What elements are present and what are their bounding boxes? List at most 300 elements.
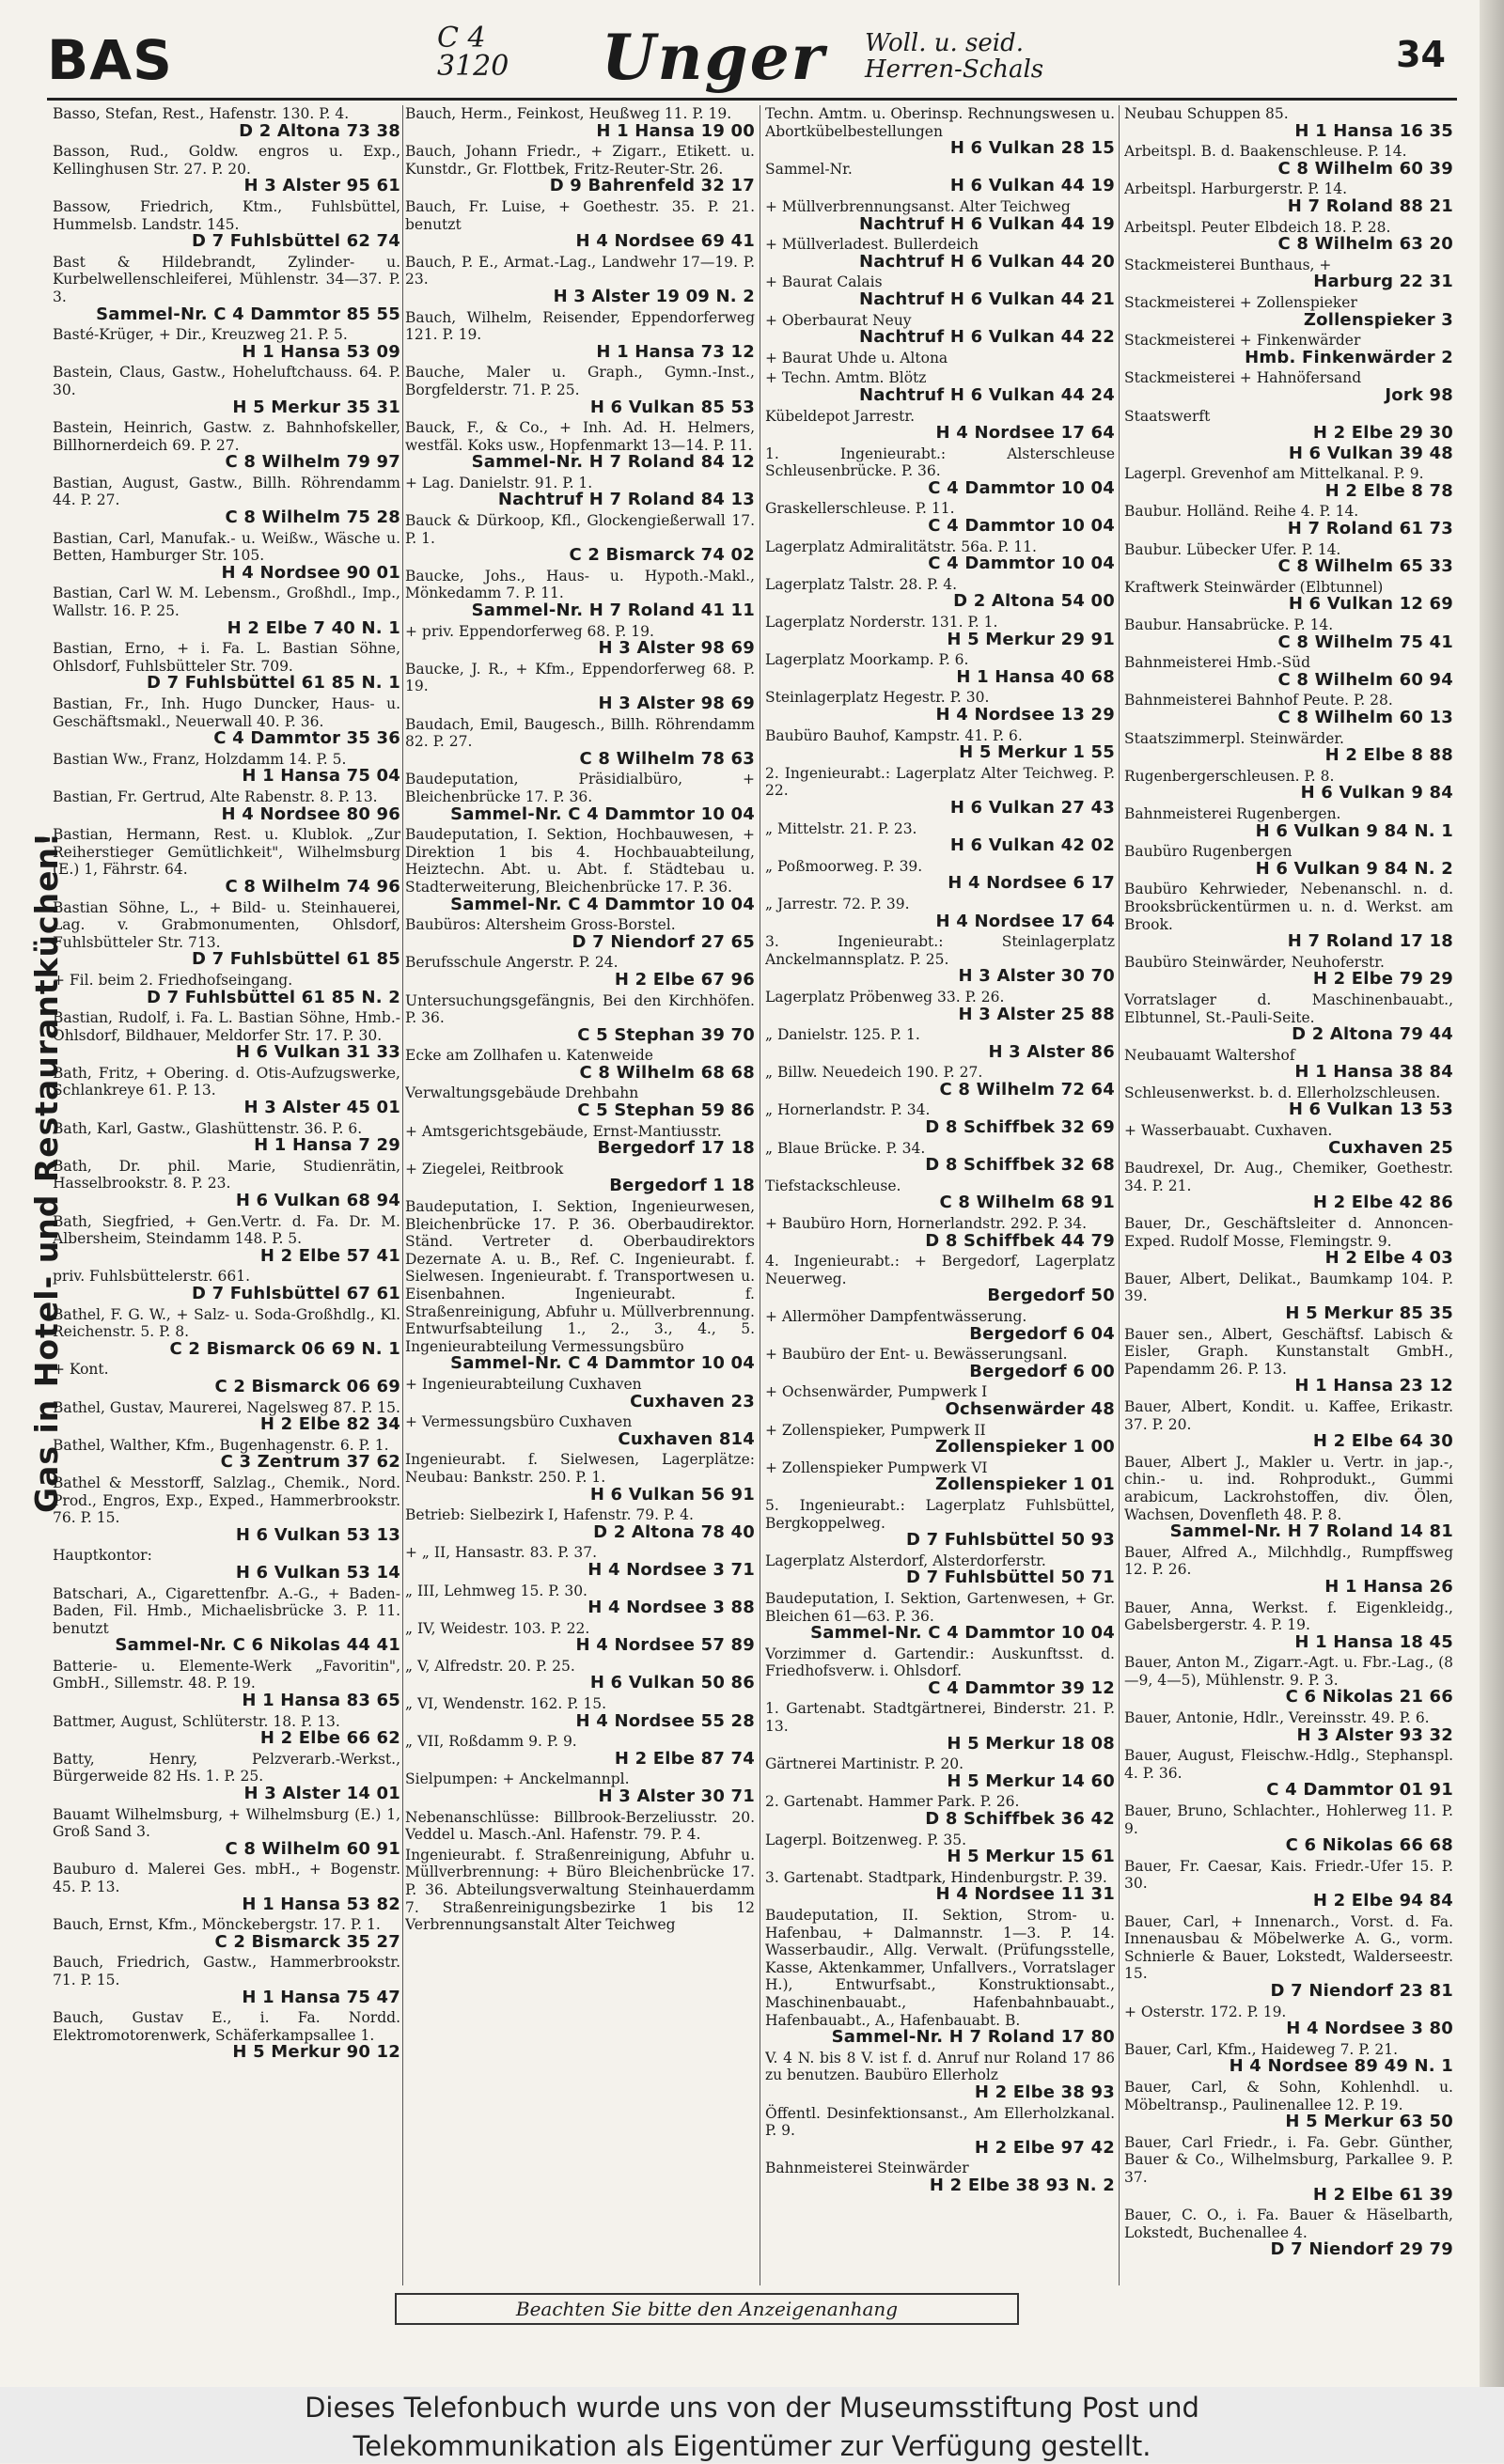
entry-phone-number: H 4 Nordsee 6 17: [948, 873, 1115, 894]
entry-text: Bauch, Herm., Feinkost, Heußweg 11. P. 19.: [405, 105, 732, 122]
entry-text: Bassow, Friedrich, Ktm., Fuhlsbüttel, Hummelsb. Landstr. 145.: [53, 197, 400, 233]
entry-phone-number: C 8 Wilhelm 68 91: [939, 1193, 1115, 1213]
entry-phone-number: D 2 Altona 78 40: [593, 1521, 755, 1542]
entry-text: Gärtnerei Martinistr. P. 20.: [765, 1755, 964, 1773]
directory-entry: [1124, 1913, 1453, 2001]
directory-entry: [405, 419, 755, 472]
entry-phone-number: H 5 Merkur 35 31: [232, 397, 400, 417]
entry-phone-number: C 4 Dammtor 35 36: [213, 728, 400, 749]
entry-text: Stackmeisterei Bunthaus, +: [1124, 256, 1332, 273]
entry-text: + Fil. beim 2. Friedhofseingang.: [53, 971, 293, 989]
entry-phone-number: D 2 Altona 54 00: [953, 591, 1115, 612]
entry-text: Baudeputation, I. Sektion, Gartenwesen, + Gr. Bleichen 61—63. P. 36.: [765, 1589, 1115, 1625]
directory-entry: [53, 1120, 400, 1155]
entry-phone-number: H 1 Hansa 53 09: [242, 341, 400, 362]
entry-text: Sammel-Nr.: [765, 160, 853, 178]
entry-text: Nebenanschlüsse: Billbrook-Berzeliusstr. 20. Veddel u. Masch.-Anl. Hafenstr. 79. P. 4.: [405, 1808, 755, 1844]
entry-text: Sielpumpen: + Anckelmannpl.: [405, 1770, 630, 1788]
entry-text: + Ingenieurabteilung Cuxhaven: [405, 1375, 642, 1393]
entry-text: Bauer, Fr. Caesar, Kais. Friedr.-Ufer 15. P. 30.: [1124, 1857, 1453, 1893]
directory-entry: [53, 1158, 400, 1210]
directory-entry: [765, 1064, 1115, 1099]
entry-text: Bast & Hildebrandt, Zylinder- u. Kurbelwellenschleiferei, Mühlenstr. 34—37. P. 3.: [53, 253, 400, 305]
directory-entry: [1124, 369, 1453, 404]
directory-entry: [53, 585, 400, 637]
directory-entry: [53, 788, 400, 823]
advert-subtitle-line2: Herren-Schals: [865, 55, 1044, 84]
directory-entry: [765, 1459, 1115, 1494]
entry-phone-number: H 2 Elbe 8 88: [1324, 745, 1453, 766]
entry-phone-number: C 2 Bismarck 06 69: [214, 1376, 400, 1396]
directory-entry: [1124, 219, 1453, 254]
advert-brand: Unger: [602, 21, 826, 94]
entry-phone-number: H 4 Nordsee 3 88: [588, 1598, 755, 1618]
entry-text: priv. Fuhlsbüttelerstr. 661.: [53, 1268, 251, 1286]
directory-entry: [53, 1547, 400, 1582]
directory-entry: [53, 640, 400, 693]
directory-entry: [765, 1832, 1115, 1866]
credit-note: [0, 2387, 1504, 2463]
directory-entry: [765, 2160, 1115, 2194]
directory-entry: [1124, 2004, 1453, 2038]
directory-entry: [405, 1047, 755, 1082]
directory-entry: [405, 475, 755, 509]
entry-text: + Baurat Uhde u. Altona: [765, 349, 948, 366]
entry-text: Neubau Schuppen 85.: [1124, 105, 1289, 122]
directory-entry: [1124, 1654, 1453, 1707]
entry-text: Lagerplatz Talstr. 28. P. 4.: [765, 575, 958, 593]
directory-entry: [405, 1413, 755, 1448]
entry-text: Stackmeisterei + Finkenwärder: [1124, 332, 1361, 350]
directory-entry: [405, 1847, 755, 1934]
entry-text: Bathel & Messtorff, Salzlag., Chemik., Nord. Prod., Engros, Exp., Exped., Hammerbrookstr. 76. P. 15.: [53, 1474, 400, 1527]
entry-text: Untersuchungsgefängnis, Bei den Kirchhöfen. P. 36.: [405, 991, 755, 1027]
entry-phone-number: H 2 Elbe 57 41: [259, 1245, 400, 1266]
entry-phone-number: H 2 Elbe 29 30: [1312, 423, 1453, 444]
directory-entry: [1124, 1084, 1453, 1119]
entry-phone-number: H 2 Elbe 87 74: [614, 1748, 755, 1769]
entry-phone-number: D 2 Altona 79 44: [1292, 1024, 1453, 1045]
directory-entry: [1124, 1326, 1453, 1396]
directory-entry: [765, 1026, 1115, 1061]
entry-text: Baubüro Bauhof, Kampstr. 41. P. 6.: [765, 726, 1023, 744]
entry-text: Verwaltungsgebäude Drehbahn: [405, 1084, 639, 1102]
listing-column-3: [765, 105, 1115, 2285]
entry-text: Staatswerft: [1124, 407, 1211, 425]
directory-entry: [53, 530, 400, 583]
entry-phone-number: Sammel-Nr. C 4 Dammtor 10 04: [810, 1623, 1115, 1644]
directory-entry: [1124, 881, 1453, 950]
entry-phone-number: C 8 Wilhelm 60 91: [225, 1838, 400, 1859]
directory-entry: [1124, 1122, 1453, 1157]
entry-phone-number: D 8 Schiffbek 36 42: [925, 1809, 1115, 1830]
entry-phone-number: H 3 Alster 95 61: [243, 176, 400, 196]
entry-text: Lagerplatz Norderstr. 131. P. 1.: [765, 614, 998, 632]
entry-phone-number: H 5 Merkur 90 12: [232, 2042, 400, 2063]
entry-text: + priv. Eppendorferweg 68. P. 19.: [405, 622, 654, 640]
entry-text: Bastein, Claus, Gastw., Hoheluftchauss. 64. P. 30.: [53, 364, 400, 398]
directory-entry: [765, 1101, 1115, 1136]
entry-phone-number: H 5 Merkur 14 60: [947, 1770, 1115, 1791]
entry-phone-number: C 8 Wilhelm 79 97: [225, 452, 400, 473]
entry-text: Battmer, August, Schlüterstr. 18. P. 13.: [53, 1712, 340, 1730]
entry-phone-number: Zollenspieker 1 01: [934, 1474, 1115, 1495]
entry-text: Bauer, Antonie, Hdlr., Vereinsstr. 49. P. 6.: [1124, 1709, 1430, 1727]
entry-text: Bath, Siegfried, + Gen.Vertr. d. Fa. Dr. M. Albersheim, Steindamm 148. P. 5.: [53, 1212, 400, 1248]
entry-text: Bahnmeisterei Bahnhof Peute. P. 28.: [1124, 692, 1393, 710]
directory-entry: [765, 727, 1115, 762]
directory-entry: [1124, 1271, 1453, 1323]
directory-entry: [765, 1497, 1115, 1550]
directory-entry: [1124, 1454, 1453, 1541]
directory-entry: [765, 1346, 1115, 1380]
entry-phone-number: D 7 Fuhlsbüttel 67 61: [191, 1284, 400, 1303]
entry-text: Bauch, P. E., Armat.-Lag., Landwehr 17—19. P. 23.: [405, 253, 755, 289]
entry-phone-number: H 1 Hansa 75 47: [242, 1987, 400, 2007]
directory-entry: [53, 198, 400, 251]
entry-text: Bastein, Heinrich, Gastw. z. Bahnhofskeller, Billhornerdeich 69. P. 27.: [53, 419, 400, 454]
directory-entry: [1124, 991, 1453, 1044]
entry-phone-number: Cuxhaven 814: [618, 1428, 755, 1449]
entry-phone-number: H 2 Elbe 64 30: [1312, 1431, 1453, 1452]
directory-entry: [765, 350, 1115, 367]
header-rule: [47, 98, 1457, 101]
directory-entry: [53, 972, 400, 1006]
entry-text: + Ziegelei, Reitbrook: [405, 1160, 564, 1177]
entry-phone-number: D 7 Niendorf 29 79: [1270, 2239, 1453, 2260]
entry-text: Bahnmeisterei Hmb.-Süd: [1124, 654, 1311, 672]
entry-text: Baudach, Emil, Baugesch., Billh. Röhrendamm 82. P. 27.: [405, 715, 755, 751]
directory-entry: [405, 771, 755, 823]
entry-text: + Lag. Danielstr. 91. P. 1.: [405, 474, 593, 491]
directory-entry: [765, 2105, 1115, 2158]
entry-text: Bastian Ww., Franz, Holzdamm 14. P. 5.: [53, 750, 347, 768]
directory-entry: [765, 236, 1115, 271]
directory-entry: [53, 1474, 400, 1544]
entry-text: Bauer, Carl Friedr., i. Fa. Gebr. Günther, Bauer & Co., Wilhelmsburg, Parkallee 9. P. 37.: [1124, 2133, 1453, 2186]
entry-phone-number: Nachtruf H 6 Vulkan 44 24: [858, 384, 1115, 405]
directory-entry: [765, 1590, 1115, 1643]
entry-text: Bauck, F., & Co., + Inh. Ad. H. Helmers, westfäl. Koks usw., Hopfenmarkt 13—14. P. 11.: [405, 419, 755, 454]
entry-phone-number: H 6 Vulkan 53 14: [235, 1562, 400, 1583]
entry-text: 5. Ingenieurabt.: Lagerplatz Fuhlsbüttel, Bergkoppelweg.: [765, 1496, 1115, 1532]
entry-text: Bastian, Carl, Manufak.- u. Weißw., Wäsche u. Betten, Hamburger Str. 105.: [53, 529, 400, 565]
directory-entry: [53, 826, 400, 896]
directory-entry: [405, 309, 755, 362]
directory-entry: [1124, 616, 1453, 651]
entry-text: „ Jarrestr. 72. P. 39.: [765, 895, 910, 912]
handwritten-text: C 4 3120: [437, 22, 509, 83]
directory-entry: [405, 1809, 755, 1844]
entry-text: Baudeputation, I. Sektion, Ingenieurwesen, Bleichenbrücke 17. P. 36. Oberbaudirektor. Ständ. Vertreter d. Oberbaudirektors Dezernate A. u. B., Ref. C. Ingenieurabt. f. Sielwesen. Ingenieurabt. f. Transportwesen u. Eisenbahnen. Ingenieurabt. f. Straßenreinigung, Abfuhr u. Müllverbrennung. Entwurfsabteilung 1., 2., 3., 4., 5. Ingenieurabteilung Vermessungsbüro: [405, 1198, 755, 1355]
entry-phone-number: H 3 Alster 14 01: [243, 1784, 400, 1804]
entry-phone-number: H 2 Elbe 42 86: [1312, 1193, 1453, 1213]
entry-phone-number: C 8 Wilhelm 60 39: [1277, 158, 1453, 179]
entry-text: 3. Ingenieurabt.: Steinlagerplatz Anckelmannsplatz. P. 25.: [765, 933, 1115, 968]
directory-entry: [765, 1645, 1115, 1698]
directory-entry: [1124, 1215, 1453, 1268]
entry-text: Bahnmeisterei Rugenbergen.: [1124, 804, 1341, 822]
directory-entry: [1124, 1047, 1453, 1082]
directory-entry: [405, 1084, 755, 1119]
side-advert: [0, 761, 65, 1513]
entry-text: Baubüro Kehrwieder, Nebenanschl. n. d. Brooksbrückentürmen u. n. d. Werkst. am Brook.: [1124, 881, 1453, 933]
entry-phone-number: C 2 Bismarck 74 02: [569, 545, 755, 566]
entry-text: + Osterstr. 172. P. 19.: [1124, 2003, 1287, 2020]
entry-text: 2. Gartenabt. Hammer Park. P. 26.: [765, 1793, 1020, 1811]
directory-entry: [765, 312, 1115, 347]
directory-entry: [53, 1751, 400, 1803]
entry-phone-number: Sammel-Nr. C 4 Dammtor 10 04: [450, 1353, 755, 1374]
entry-phone-number: C 8 Wilhelm 65 33: [1277, 556, 1453, 577]
entry-text: Bauer, C. O., i. Fa. Bauer & Häselbarth, Lokstedt, Buchenallee 4.: [1124, 2207, 1453, 2241]
entry-text: Vorzimmer d. Gartendir.: Auskunftsst. d. Friedhofsverw. i. Ohlsdorf.: [765, 1645, 1115, 1680]
entry-phone-number: H 4 Nordsee 89 49 N. 1: [1229, 2056, 1453, 2077]
entry-text: Baubüro Steinwärder, Neuhoferstr.: [1124, 953, 1385, 971]
entry-phone-number: H 6 Vulkan 9 84 N. 2: [1255, 858, 1453, 879]
entry-text: Bauer, Bruno, Schlachter., Hohlerweg 11. P. 9.: [1124, 1802, 1453, 1837]
entry-text: Bathel, Gustav, Maurerei, Nagelsweg 87. P. 15.: [53, 1398, 400, 1416]
entry-text: Bathel, Walther, Kfm., Bugenhagenstr. 6. P. 1.: [53, 1436, 389, 1454]
entry-text: Bauer, Carl, Kfm., Haideweg 7. P. 21.: [1124, 2040, 1399, 2058]
entry-text: Graskellerschleuse. P. 11.: [765, 500, 955, 518]
entry-text: Baudrexel, Dr. Aug., Chemiker, Goethestr. 34. P. 21.: [1124, 1160, 1453, 1194]
directory-entry: [405, 1770, 755, 1805]
entry-text: „ III, Lehmweg 15. P. 30.: [405, 1582, 588, 1599]
directory-entry: [53, 1009, 400, 1062]
entry-text: Öffentl. Desinfektionsanst., Am Ellerholzkanal. P. 9.: [765, 2104, 1115, 2140]
entry-phone-number: H 6 Vulkan 53 13: [235, 1524, 400, 1545]
entry-text: + Baubüro Horn, Hornerlandstr. 292. P. 34.: [765, 1215, 1088, 1233]
entry-text: Hauptkontor:: [53, 1547, 152, 1565]
entry-text: „ V, Alfredstr. 20. P. 25.: [405, 1657, 575, 1675]
directory-entry: [405, 1583, 755, 1617]
entry-phone-number: D 7 Fuhlsbüttel 62 74: [191, 231, 400, 252]
entry-text: Vorratslager d. Maschinenbauabt., Elbtunnel, St.-Pauli-Seite.: [1124, 990, 1453, 1026]
directory-entry: [405, 1620, 755, 1655]
entry-phone-number: Cuxhaven 23: [630, 1391, 755, 1411]
entry-text: Bauer, Carl, + Innenarch., Vorst. d. Fa. Innenausbau & Möbelwerke A. G., vorm. Schnierle & Bauer, Lokstedt, Walderseestr. 15.: [1124, 1912, 1453, 1983]
directory-entry: [405, 568, 755, 620]
entry-phone-number: H 2 Elbe 4 03: [1324, 1248, 1453, 1269]
entry-text: + Müllverladest. Bullerdeich: [765, 236, 979, 254]
directory-entry: [765, 1422, 1115, 1457]
entry-text: Basson, Rud., Goldw. engros u. Exp., Kellinghusen Str. 27. P. 20.: [53, 143, 400, 178]
entry-text: Schleusenwerkst. b. d. Ellerholzschleusen.: [1124, 1084, 1441, 1101]
entry-phone-number: H 6 Vulkan 12 69: [1288, 594, 1453, 615]
directory-entry: [1124, 465, 1453, 500]
entry-phone-number: H 3 Alster 93 32: [1296, 1724, 1453, 1745]
entry-text: Baubüros: Altersheim Gross-Borstel.: [405, 916, 676, 934]
entry-phone-number: Sammel-Nr. C 6 Nikolas 44 41: [115, 1635, 400, 1656]
entry-phone-number: Bergedorf 50: [987, 1286, 1115, 1306]
entry-text: Bauer, Anton M., Zigarr.-Agt. u. Fbr.-Lag., (8—9, 4—5), Mühlenstr. 9. P. 3.: [1124, 1654, 1453, 1689]
entry-text: Lagerpl. Grevenhof am Mittelkanal. P. 9.: [1124, 465, 1424, 483]
directory-entry: [1124, 1599, 1453, 1652]
entry-phone-number: Hmb. Finkenwärder 2: [1245, 347, 1453, 367]
entry-phone-number: H 6 Vulkan 85 53: [589, 397, 755, 417]
entry-phone-number: D 2 Altona 73 38: [239, 120, 400, 141]
entry-phone-number: Harburg 22 31: [1313, 272, 1453, 292]
directory-entry: [405, 512, 755, 565]
entry-phone-number: C 8 Wilhelm 60 13: [1277, 708, 1453, 727]
directory-entry: [1124, 180, 1453, 215]
directory-entry: [405, 1506, 755, 1541]
entry-text: Berufsschule Angerstr. P. 24.: [405, 954, 619, 972]
entry-phone-number: C 6 Nikolas 66 68: [1285, 1835, 1453, 1856]
entry-text: Kübeldepot Jarrestr.: [765, 407, 916, 425]
directory-entry: [765, 989, 1115, 1023]
entry-phone-number: H 1 Hansa 40 68: [956, 666, 1115, 687]
entry-text: Arbeitspl. B. d. Baakenschleuse. P. 14.: [1124, 143, 1407, 161]
directory-entry: [53, 1658, 400, 1710]
directory-entry: [765, 105, 1115, 158]
directory-entry: [53, 419, 400, 472]
directory-entry: [765, 538, 1115, 573]
entry-text: + Baurat Calais: [765, 273, 883, 291]
entry-text: Lagerplatz Moorkamp. P. 6.: [765, 651, 969, 669]
entry-text: Bath, Dr. phil. Marie, Studienrätin, Hasselbrookstr. 8. P. 23.: [53, 1157, 400, 1193]
entry-phone-number: H 4 Nordsee 17 64: [935, 911, 1115, 931]
directory-entry: [1124, 1398, 1453, 1451]
entry-phone-number: H 5 Merkur 15 61: [947, 1847, 1115, 1867]
entry-phone-number: H 2 Elbe 66 62: [259, 1728, 400, 1749]
directory-entry: [53, 105, 400, 140]
entry-phone-number: H 6 Vulkan 56 91: [589, 1484, 755, 1505]
advert-subtitle-line1: Woll. u. seid.: [865, 29, 1024, 57]
entry-text: Bahnmeisterei Steinwärder: [765, 2160, 969, 2177]
entry-phone-number: H 2 Elbe 8 78: [1324, 480, 1453, 501]
page-edge: [1480, 0, 1504, 2387]
entry-text: Bauer sen., Albert, Geschäftsf. Labisch & Eisler, Graph. Kunstanstalt GmbH., Papendamm 26. P. 13.: [1124, 1325, 1453, 1378]
directory-entry: [765, 651, 1115, 686]
entry-text: + Allermöher Dampfentwässerung.: [765, 1308, 1027, 1325]
entry-phone-number: D 7 Niendorf 23 81: [1270, 1980, 1453, 2001]
entry-phone-number: C 2 Bismarck 35 27: [214, 1931, 400, 1952]
entry-phone-number: C 8 Wilhelm 72 64: [939, 1079, 1115, 1099]
entry-phone-number: H 1 Hansa 7 29: [254, 1135, 400, 1156]
entry-phone-number: H 3 Alster 98 69: [598, 694, 755, 713]
directory-entry: [405, 1451, 755, 1504]
directory-entry: [53, 899, 400, 969]
entry-text: Baudeputation, Präsidialbüro, + Bleichenbrücke 17. P. 36.: [405, 771, 755, 805]
entry-phone-number: H 6 Vulkan 9 84: [1300, 783, 1453, 803]
entry-text: Bauer, Carl, & Sohn, Kohlenhdl. u. Möbeltransp., Paulinenallee 12. P. 19.: [1124, 2078, 1453, 2113]
entry-text: „ Mittelstr. 21. P. 23.: [765, 819, 917, 837]
entry-text: Bauch, Johann Friedr., + Zigarr., Etikett. u. Kunstdr., Gr. Flottbek, Fritz-Reuter-Str. 26.: [405, 143, 755, 178]
entry-phone-number: C 4 Dammtor 10 04: [928, 477, 1115, 498]
entry-text: Stackmeisterei + Zollenspieker: [1124, 293, 1357, 311]
entry-text: Baubüro Rugenbergen: [1124, 843, 1292, 861]
entry-phone-number: H 6 Vulkan 28 15: [949, 138, 1115, 159]
entry-phone-number: D 7 Fuhlsbüttel 61 85 N. 2: [147, 987, 400, 1007]
entry-phone-number: H 4 Nordsee 80 96: [221, 803, 400, 824]
entry-phone-number: D 8 Schiffbek 44 79: [925, 1230, 1115, 1251]
handwritten-note: [437, 24, 509, 81]
entry-text: Bathel, F. G. W., + Salz- u. Soda-Großhdlg., Kl. Reichenstr. 5. P. 8.: [53, 1305, 400, 1341]
entry-phone-number: Sammel-Nr. C 4 Dammtor 10 04: [450, 803, 755, 824]
entry-phone-number: H 3 Alster 25 88: [958, 1004, 1115, 1024]
entry-phone-number: H 7 Roland 88 21: [1287, 195, 1453, 216]
entry-phone-number: H 4 Nordsee 3 80: [1286, 2019, 1453, 2039]
directory-entry: [765, 576, 1115, 611]
entry-phone-number: H 1 Hansa 23 12: [1294, 1376, 1453, 1396]
directory-entry: [1124, 2041, 1453, 2076]
entry-text: + Oberbaurat Neuy: [765, 311, 912, 329]
entry-phone-number: D 8 Schiffbek 32 69: [925, 1117, 1115, 1138]
entry-phone-number: H 2 Elbe 38 93 N. 2: [929, 2175, 1115, 2195]
entry-text: „ VII, Roßdamm 9. P. 9.: [405, 1733, 577, 1751]
entry-phone-number: H 7 Roland 61 73: [1287, 519, 1453, 539]
directory-entry: [53, 751, 400, 786]
directory-entry: [765, 933, 1115, 986]
entry-phone-number: H 1 Hansa 75 04: [242, 766, 400, 787]
directory-entry: [405, 1198, 755, 1373]
directory-entry: [765, 198, 1115, 233]
directory-entry: [765, 1140, 1115, 1175]
entry-phone-number: H 2 Elbe 94 84: [1312, 1891, 1453, 1910]
directory-entry: [765, 896, 1115, 930]
directory-entry: [53, 1268, 400, 1302]
directory-entry: [405, 623, 755, 658]
entry-phone-number: Nachtruf H 6 Vulkan 44 20: [858, 251, 1115, 272]
entry-phone-number: C 8 Wilhelm 75 28: [225, 507, 400, 528]
entry-phone-number: H 4 Nordsee 57 89: [575, 1635, 755, 1656]
directory-entry: [1124, 541, 1453, 576]
directory-entry: [765, 500, 1115, 535]
entry-phone-number: Sammel-Nr. H 7 Roland 17 80: [831, 2027, 1115, 2048]
entry-text: + „ II, Hansastr. 83. P. 37.: [405, 1544, 598, 1562]
entry-text: Stackmeisterei + Hahnöfersand: [1124, 369, 1362, 387]
entry-phone-number: H 6 Vulkan 31 33: [235, 1042, 400, 1063]
entry-text: Bauch, Gustav E., i. Fa. Nordd. Elektromotorenwerk, Schäferkampsallee 1.: [53, 2009, 400, 2044]
entry-text: + Baubüro der Ent- u. Bewässerungsanl.: [765, 1346, 1068, 1364]
entry-phone-number: C 8 Wilhelm 63 20: [1277, 234, 1453, 255]
entry-phone-number: H 6 Vulkan 68 94: [235, 1191, 400, 1211]
directory-entry: [765, 689, 1115, 724]
entry-text: Ecke am Zollhafen u. Katenweide: [405, 1047, 653, 1065]
directory-entry: [765, 1177, 1115, 1212]
directory-entry: [765, 765, 1115, 818]
directory-entry: [1124, 1747, 1453, 1800]
directory-entry: [405, 954, 755, 989]
entry-text: Kraftwerk Steinwärder (Elbtunnel): [1124, 578, 1384, 596]
directory-entry: [53, 1806, 400, 1859]
entry-phone-number: C 4 Dammtor 10 04: [928, 516, 1115, 537]
entry-text: Techn. Amtm. u. Oberinsp. Rechnungswesen u. Abortkübelbestellungen: [765, 105, 1115, 140]
directory-entry: [765, 1907, 1115, 2047]
entry-text: 3. Gartenabt. Stadtpark, Hindenburgstr. P. 39.: [765, 1868, 1107, 1886]
entry-phone-number: Jork 98: [1385, 384, 1453, 405]
entry-phone-number: H 6 Vulkan 9 84 N. 1: [1255, 820, 1453, 841]
entry-text: Bastian Söhne, L., + Bild- u. Steinhauerei, Lag. v. Grabmonumenten, Ohlsdorf, Fuhlsbütteler Str. 713.: [53, 898, 400, 951]
header-letters: BAS: [47, 28, 173, 92]
entry-phone-number: Sammel-Nr. C 4 Dammtor 85 55: [96, 304, 400, 324]
entry-phone-number: C 4 Dammtor 01 91: [1266, 1780, 1453, 1801]
listing-columns: [53, 105, 1453, 2285]
directory-entry: [53, 1954, 400, 2006]
entry-text: Bauer, August, Fleischw.-Hdlg., Stephanspl. 4. P. 36.: [1124, 1747, 1453, 1782]
advert-notice-banner: Beachten Sie bitte den Anzeigenanhang: [395, 2293, 1019, 2325]
directory-entry: [1124, 1160, 1453, 1212]
directory-entry: [765, 445, 1115, 498]
entry-phone-number: H 4 Nordsee 3 71: [588, 1559, 755, 1580]
entry-phone-number: H 2 Elbe 79 29: [1312, 969, 1453, 990]
listing-column-4: [1124, 105, 1453, 2285]
directory-entry: [405, 1658, 755, 1692]
entry-phone-number: H 1 Hansa 18 45: [1294, 1631, 1453, 1652]
directory-entry: [1124, 332, 1453, 366]
